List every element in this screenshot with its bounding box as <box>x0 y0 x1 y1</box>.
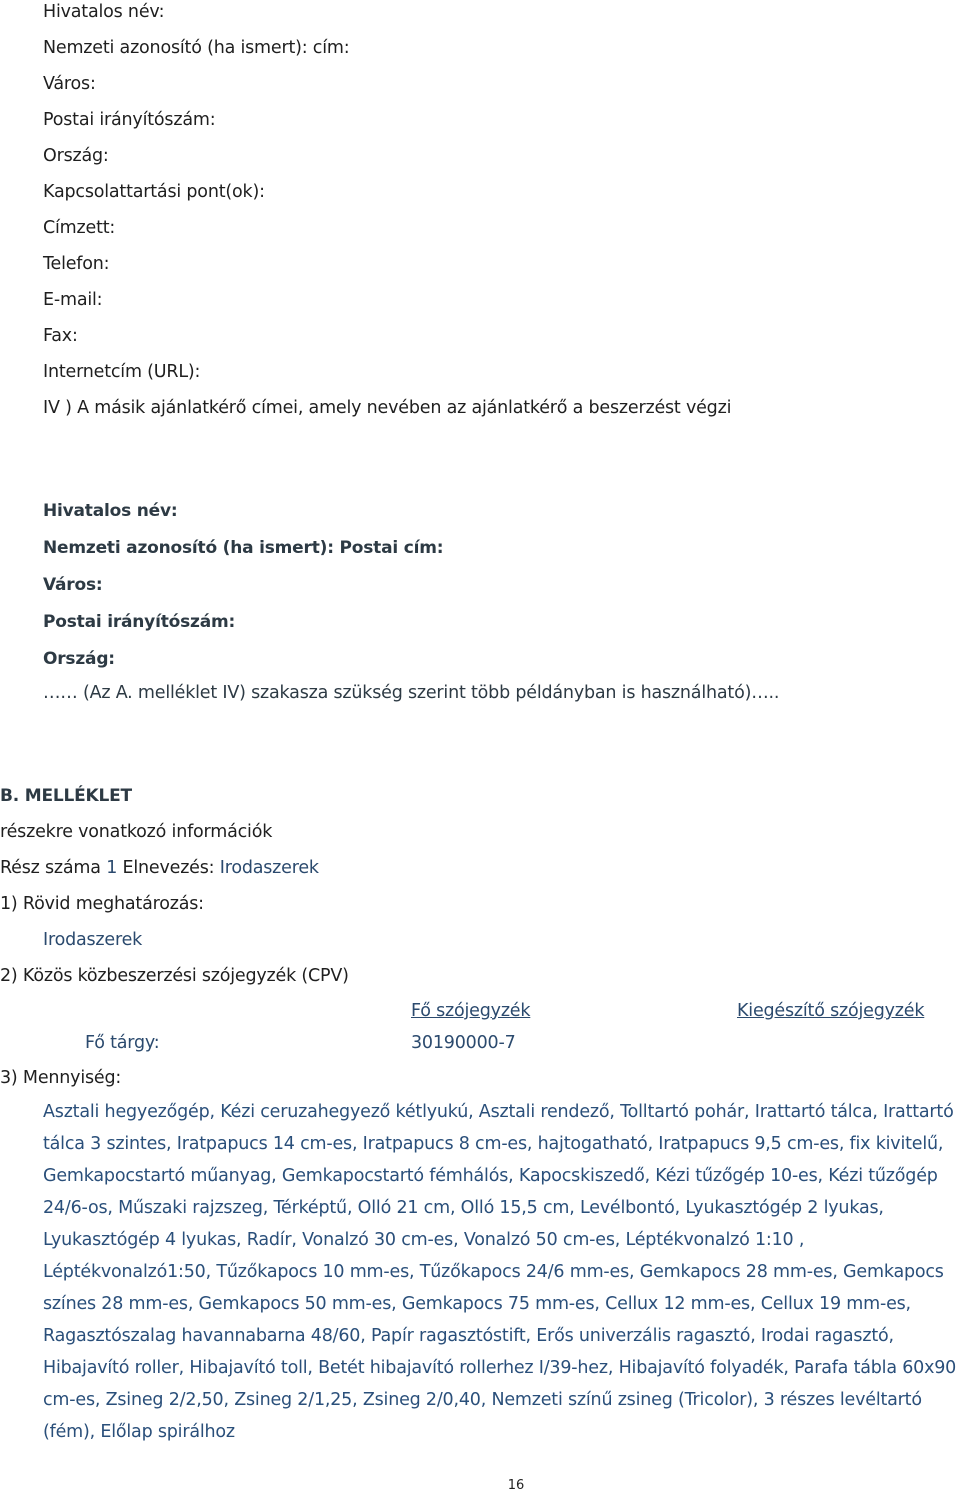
email-label: E-mail: <box>43 290 103 310</box>
fax-label: Fax: <box>43 326 78 346</box>
contact-points-label: Kapcsolattartási pont(ok): <box>43 182 265 202</box>
multiple-copies-note: …… (Az A. melléklet IV) szakasza szükség szerint több példányban is használható)….. <box>43 683 780 703</box>
other-contracting-authority-heading: IV ) A másik ajánlatkérő címei, amely nevében az ajánlatkérő a beszerzést végzi <box>43 398 732 418</box>
national-id-label-b: Nemzeti azonosító (ha ismert): Postai cím: <box>43 538 444 558</box>
national-id-label: Nemzeti azonosító (ha ismert): cím: <box>43 38 350 58</box>
short-description-label: 1) Rövid meghatározás: <box>0 894 204 914</box>
cpv-main-header: Fő szójegyzék <box>411 1001 531 1021</box>
country-label: Ország: <box>43 146 109 166</box>
part-label: Rész száma <box>0 858 101 878</box>
name-value: Irodaszerek <box>219 858 319 878</box>
main-subject-label: Fő tárgy: <box>85 1033 160 1053</box>
short-description-value: Irodaszerek <box>43 930 143 950</box>
postal-code-label: Postai irányítószám: <box>43 110 216 130</box>
official-name-label: Hivatalos név: <box>43 2 165 22</box>
name-label: Elnevezés: <box>122 858 215 878</box>
annex-heading: B. MELLÉKLET <box>0 786 132 806</box>
annex-subheading: részekre vonatkozó információk <box>0 822 273 842</box>
quantity-text: Asztali hegyezőgép, Kézi ceruzahegyező kétlyukú, Asztali rendező, Tolltartó pohár, Irattartó tálca, Irattartó tálca 3 szintes, Iratpapucs 14 cm-es, Iratpapucs 8 cm-es, hajtogatható, Iratpapucs 9,5 cm-es, fix kivitelű, Gemkapocstartó műanyag, Gemkapocstartó fémhálós, Kapocskiszedő, Kézi tűzőgép 10-es, Kézi tűzőgép 24/6-os, Műszaki rajzszeg, Térképtű, Olló 21 cm, Olló 15,5 cm, Levélbontó, Lyukasztógép 2 lyukas, Lyukasztógép 4 lyukas, Radír, Vonalzó 30 cm-es, Vonalzó 50 cm-es, Léptékvonalzó 1:10 , Léptékvonalzó1:50, Tűzőkapocs 10 mm-es, Tűzőkapocs 24/6 mm-es, Gemkapocs 28 mm-es, Gemkapocs színes 28 mm-es, Gemkapocs 50 mm-es, Gemkapocs 75 mm-es, Cellux 12 mm-es, Cellux 19 mm-es, Ragasztószalag havannabarna 48/60, Papír ragasztóstift, Erős univerzális ragasztó, Irodai ragasztó, Hibajavító roller, Hibajavító toll, Betét hibajavító rollerhez I/39-hez, Hibajavító folyadék, Parafa tábla 60x90 cm-es, Zsineg 2/2,50, Zsineg 2/1,25, Zsineg 2/0,40, Nemzeti színű zsineg (Tricolor), 3 részes levéltartó (fém), Előlap spirálhoz <box>43 1102 957 1442</box>
official-name-label-b: Hivatalos név: <box>43 501 178 521</box>
quantity-label: 3) Mennyiség: <box>0 1068 122 1088</box>
part-number: 1 <box>106 858 118 878</box>
cpv-supplementary-header: Kiegészítő szójegyzék <box>737 1001 925 1021</box>
main-subject-code: 30190000-7 <box>411 1033 516 1053</box>
cpv-label: 2) Közös közbeszerzési szójegyzék (CPV) <box>0 966 349 986</box>
url-label: Internetcím (URL): <box>43 362 201 382</box>
part-line <box>0 857 319 879</box>
country-label-b: Ország: <box>43 649 115 669</box>
postal-code-label-b: Postai irányítószám: <box>43 612 236 632</box>
phone-label: Telefon: <box>43 254 110 274</box>
city-label-b: Város: <box>43 575 103 595</box>
page-number: 16 <box>507 1478 525 1493</box>
city-label: Város: <box>43 74 96 94</box>
addressee-label: Címzett: <box>43 218 116 238</box>
